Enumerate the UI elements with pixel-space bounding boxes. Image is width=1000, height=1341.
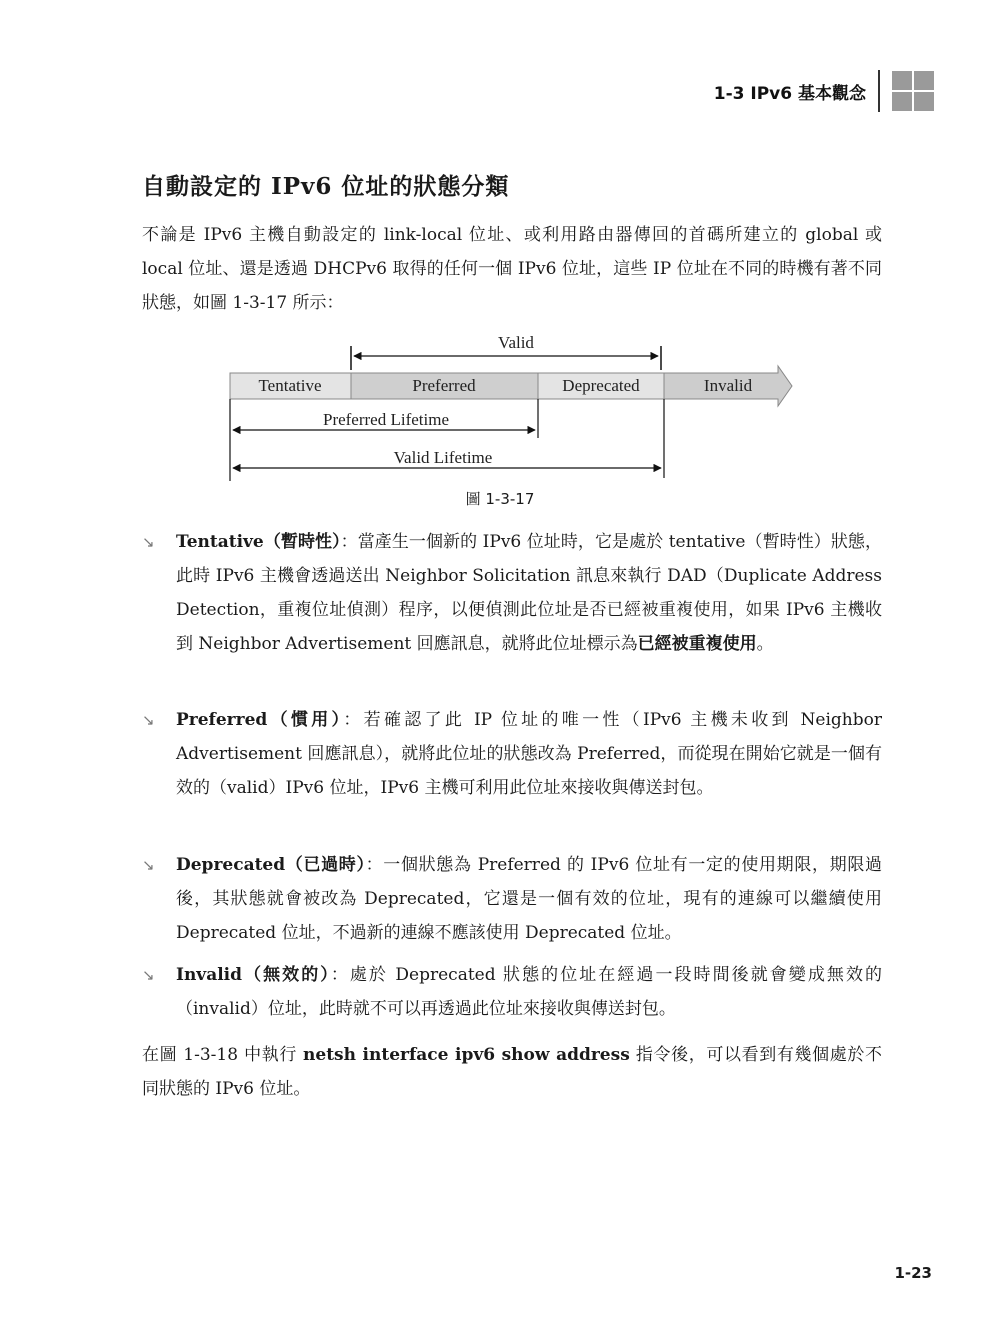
netsh-command: netsh interface ipv6 show address xyxy=(303,1045,630,1065)
preferred-lifetime-label: Preferred Lifetime xyxy=(322,410,450,429)
bullet-invalid xyxy=(142,958,882,1026)
valid-lifetime-label: Valid Lifetime xyxy=(393,448,493,467)
windows-logo-icon xyxy=(892,71,934,111)
term-tentative-cn: （暫時性） xyxy=(263,532,341,552)
header-divider xyxy=(878,70,880,112)
preferred-label: Preferred xyxy=(412,376,476,395)
bullet-preferred xyxy=(142,703,882,805)
term-preferred-cn: （慣用） xyxy=(267,710,344,730)
bullet-body: ：若確認了此 IP 位址的唯一性（IPv6 主機未收到 Neighbor Advertisement 回應訊息），就將此位址的狀態改為 Preferred，而從現在開始它就是一個有效的（valid）IPv6 位址，IPv6 主機可利用此位址來接收與傳送封包。 xyxy=(176,710,883,798)
outro-text-1: 在圖 1-3-18 中執行 xyxy=(142,1045,304,1065)
intro-paragraph: 不論是 IPv6 主機自動設定的 link-local 位址、或利用路由器傳回的首碼所建立的 global 或 local 位址、還是透過 DHCPv6 取得的任何一個 IPv6 位址，這些 IP 位址在不同的時機有著不同狀態，如圖 1-3-17 所示： xyxy=(142,225,882,313)
term-invalid: Invalid xyxy=(176,965,243,985)
bullet-deprecated xyxy=(142,848,882,950)
tentative-label: Tentative xyxy=(258,376,322,395)
valid-label: Valid xyxy=(498,333,534,352)
bullet-body: ：處於 Deprecated 狀態的位址在經過一段時間後就會變成無效的（invalid）位址，此時就不可以再透過此位址來接收與傳送封包。 xyxy=(176,965,882,1019)
bullet-arrow-icon: ↘ xyxy=(142,533,155,551)
bullet-arrow-icon: ↘ xyxy=(142,711,155,729)
outro-text-2: 指令後，可以看到有幾個處於不同狀態的 IPv6 位址。 xyxy=(142,1045,883,1099)
deprecated-label: Deprecated xyxy=(562,376,640,395)
header-title: 1-3 IPv6 基本觀念 xyxy=(713,83,866,104)
term-tentative: Tentative xyxy=(176,532,264,552)
bullet-body: ：一個狀態為 Preferred 的 IPv6 位址有一定的使用期限，期限過後，其狀態就會被改為 Deprecated，它還是一個有效的位址，現有的連線可以繼續使用 Deprecated 位址，不過新的連線不應該使用 Deprecated 位址。 xyxy=(176,855,882,943)
bullet-arrow-icon: ↘ xyxy=(142,856,155,874)
term-invalid-cn: （無效的） xyxy=(242,965,331,985)
bullet-arrow-icon: ↘ xyxy=(142,966,155,984)
term-preferred: Preferred xyxy=(176,710,268,730)
bullet-body: ：當產生一個新的 IPv6 位址時，它是處於 tentative（暫時性）狀態，此時 IPv6 主機會透過送出 Neighbor Solicitation 訊息來執行 DAD（Duplicate Address Detection，重複位址偵測）程序，以便偵測此位址是否已經被重複使用，如果 IPv6 主機收到 Neighbor Advertisement 回應訊息，就將此位址標示為 xyxy=(176,532,882,654)
bullet-body-end: 。 xyxy=(756,634,774,654)
bullet-tentative xyxy=(142,525,882,661)
invalid-label: Invalid xyxy=(703,376,753,395)
term-deprecated-cn: （已過時） xyxy=(285,855,366,875)
outro-paragraph xyxy=(142,1038,882,1106)
emphasis-duplicate: 已經被重複使用 xyxy=(637,634,757,654)
section-title: 自動設定的 IPv6 位址的狀態分類 xyxy=(142,173,510,200)
page-number: 1-23 xyxy=(894,1264,932,1282)
running-header xyxy=(714,70,934,112)
figure-caption: 圖 1-3-17 xyxy=(465,490,535,508)
address-state-diagram xyxy=(228,328,798,484)
term-deprecated: Deprecated xyxy=(176,855,286,875)
